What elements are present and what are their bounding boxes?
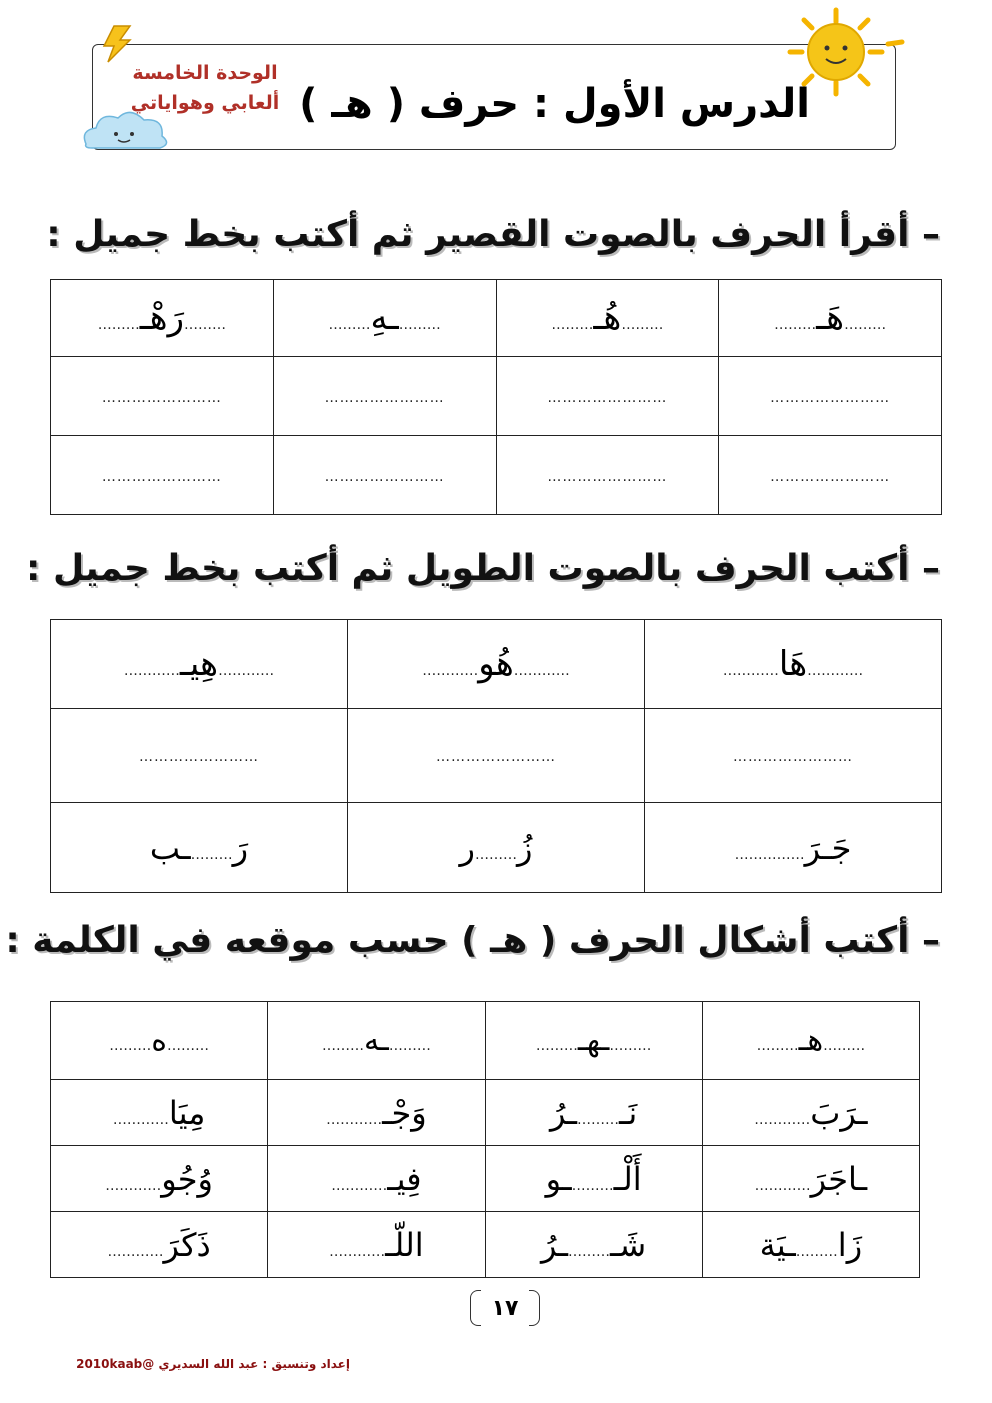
- table-cell[interactable]: ………رَهْـ………: [51, 280, 274, 357]
- table-cell[interactable]: ………هـ………: [702, 1002, 919, 1080]
- section2-table: [50, 619, 942, 893]
- bracket-right: [529, 1290, 540, 1326]
- table-cell[interactable]: وَجْـ…………: [268, 1080, 485, 1146]
- table-cell[interactable]: أَلْـ………ـو: [485, 1146, 702, 1212]
- section3-heading: – أكتب أشكال الحرف ( هـ ) حسب موقعه في الكلمة :: [5, 920, 940, 961]
- table-cell[interactable]: رَ………ـب: [51, 803, 348, 893]
- page-number: ١٧: [470, 1290, 540, 1328]
- table-row: [51, 1002, 920, 1080]
- table-cell[interactable]: ………هَـ………: [719, 280, 942, 357]
- table-cell[interactable]: ………ـهِ………: [273, 280, 496, 357]
- section3-table: [50, 1001, 920, 1278]
- table-cell[interactable]: اللّـ…………: [268, 1212, 485, 1278]
- writing-line[interactable]: ……………………: [51, 357, 274, 436]
- table-cell[interactable]: ـرَبَ…………: [702, 1080, 919, 1146]
- table-cell[interactable]: ………ـه………: [268, 1002, 485, 1080]
- writing-line[interactable]: ……………………: [273, 357, 496, 436]
- table-row: [51, 280, 942, 357]
- table-cell[interactable]: جَـرَ……………: [645, 803, 942, 893]
- writing-line[interactable]: ……………………: [496, 357, 719, 436]
- writing-line[interactable]: ……………………: [719, 436, 942, 515]
- table-cell[interactable]: زَا………ـيَة: [702, 1212, 919, 1278]
- writing-line[interactable]: ……………………: [273, 436, 496, 515]
- table-row: [51, 620, 942, 709]
- table-cell[interactable]: نَـ………ـرُ: [485, 1080, 702, 1146]
- table-cell[interactable]: …………هُو…………: [348, 620, 645, 709]
- table-row: [51, 436, 942, 515]
- table-row: [51, 803, 942, 893]
- table-row: [51, 357, 942, 436]
- table-row: [51, 1146, 920, 1212]
- credit-line: إعداد وتنسيق : عبد الله السديري @2010kaab: [76, 1357, 350, 1371]
- table-cell[interactable]: ـاجَرَ…………: [702, 1146, 919, 1212]
- unit-subtitle: ألعابي وهواياتي: [130, 92, 280, 114]
- writing-line[interactable]: ……………………: [645, 709, 942, 803]
- table-cell[interactable]: …………هَا…………: [645, 620, 942, 709]
- writing-line[interactable]: ……………………: [51, 709, 348, 803]
- table-cell[interactable]: ………ـهـ………: [485, 1002, 702, 1080]
- writing-line[interactable]: ……………………: [496, 436, 719, 515]
- table-row: [51, 709, 942, 803]
- table-cell[interactable]: وُجُو…………: [51, 1146, 268, 1212]
- table-cell[interactable]: مِيَا…………: [51, 1080, 268, 1146]
- table-cell[interactable]: شَـ………ـرُ: [485, 1212, 702, 1278]
- lightning-icon: [96, 24, 140, 64]
- unit-title: الوحدة الخامسة: [132, 62, 278, 84]
- table-row: [51, 1212, 920, 1278]
- table-cell[interactable]: …………هِيـ…………: [51, 620, 348, 709]
- writing-line[interactable]: ……………………: [719, 357, 942, 436]
- table-cell[interactable]: فِيـ…………: [268, 1146, 485, 1212]
- section1-heading: – أقرأ الحرف بالصوت القصير ثم أكتب بخط جميل :: [46, 214, 940, 255]
- table-cell[interactable]: ………هُـ………: [496, 280, 719, 357]
- lesson-title: الدرس الأول : حرف ( هـ ): [299, 81, 810, 127]
- section1-table: [50, 279, 942, 515]
- writing-line[interactable]: ……………………: [51, 436, 274, 515]
- table-cell[interactable]: ذَكَرَ…………: [51, 1212, 268, 1278]
- bracket-left: [470, 1290, 481, 1326]
- writing-line[interactable]: ……………………: [348, 709, 645, 803]
- section2-heading: – أكتب الحرف بالصوت الطويل ثم أكتب بخط جميل :: [26, 548, 940, 589]
- table-cell[interactable]: ………ه………: [51, 1002, 268, 1080]
- table-cell[interactable]: زُ………ر: [348, 803, 645, 893]
- table-row: [51, 1080, 920, 1146]
